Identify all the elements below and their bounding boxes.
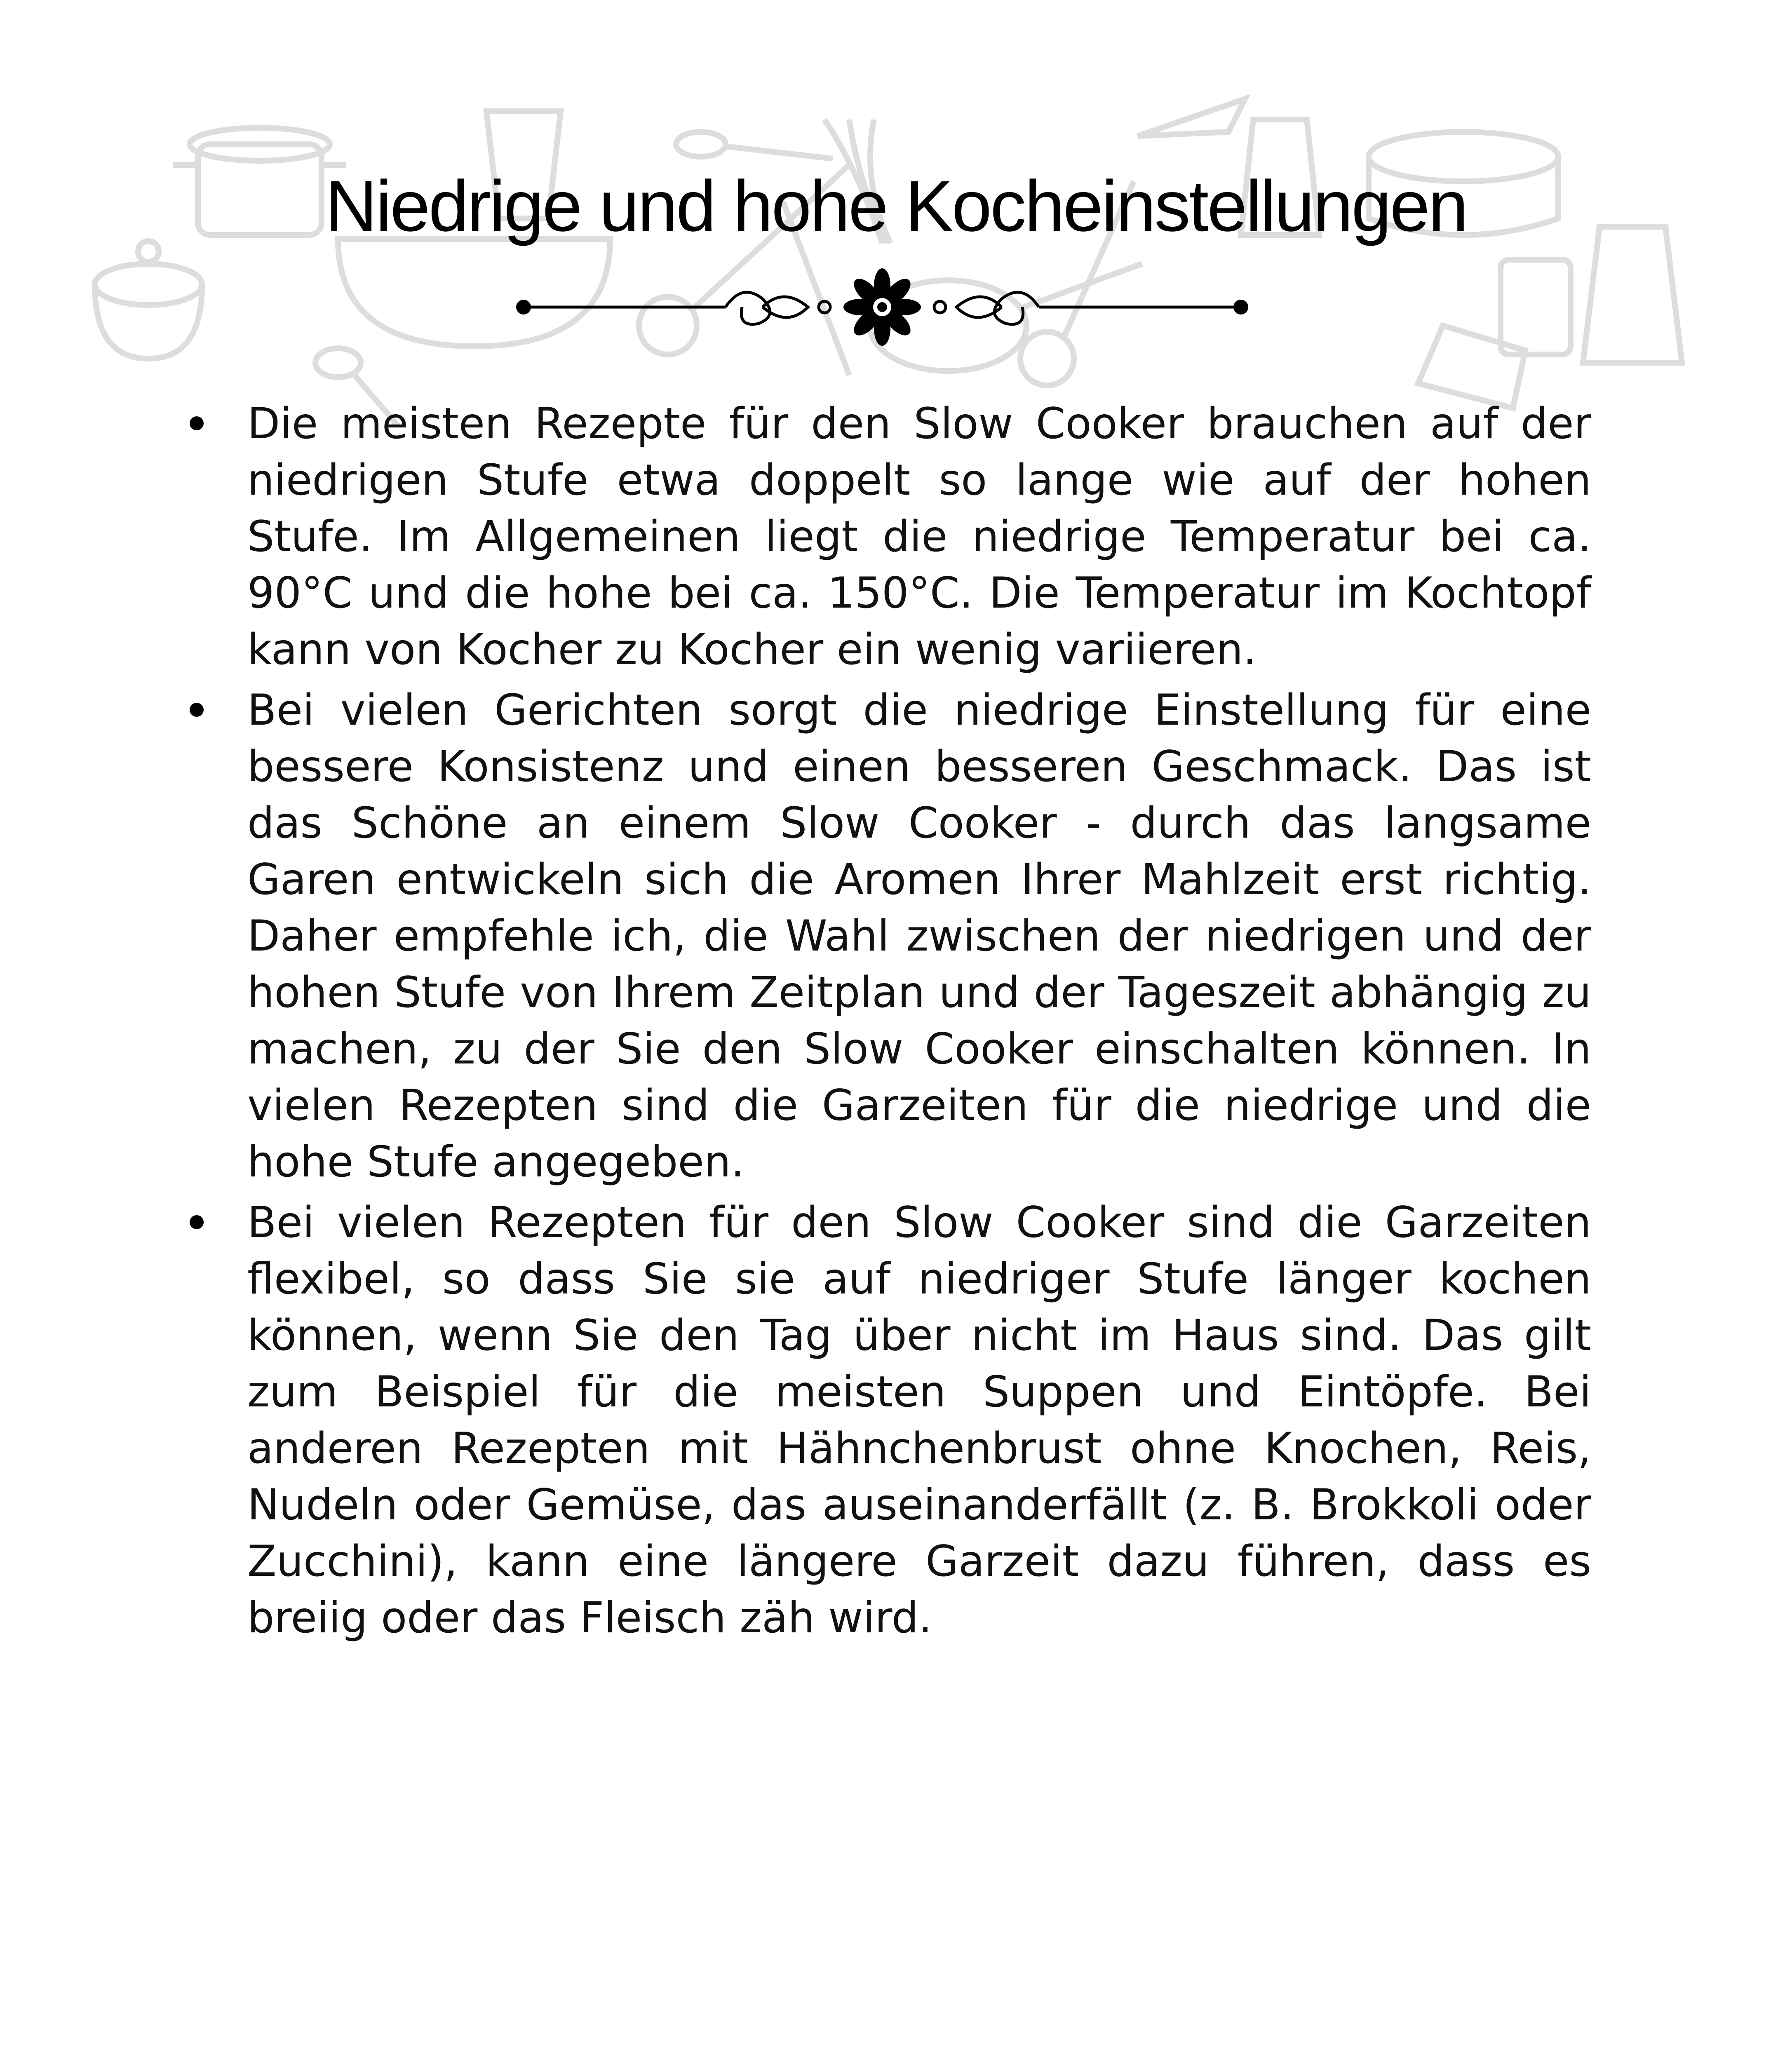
page-title: Niedrige und hohe Kocheinstellungen — [325, 166, 1467, 246]
list-item-text: Die meisten Rezepte für den Slow Cooker brauchen auf der niedrigen Stufe etwa doppelt so lange wie auf der hohen Stufe. Im Allgemeinen liegt die niedrige Temperatur bei ca. 90°C und die hohe bei ca. 150°C. Die Temperatur im Kochtopf kann von Kocher zu Kocher ein wenig variieren. — [247, 399, 1591, 674]
list-item — [181, 396, 1591, 678]
bullet-icon — [190, 703, 204, 717]
bullet-icon — [190, 416, 204, 430]
main-content — [181, 396, 1591, 1650]
list-item — [181, 682, 1591, 1190]
bullet-icon — [190, 1215, 204, 1229]
flower-ornament-icon — [843, 268, 921, 346]
list-item-text: Bei vielen Gerichten sorgt die niedrige Einstellung für eine bessere Konsistenz und einen besseren Geschmack. Das ist das Schöne an einem Slow Cooker - durch das langsame Garen entwickeln sich die Aromen Ihrer Mahlzeit erst richtig. Daher empfehle ich, die Wahl zwischen der niedrigen und der hohen Stufe von Ihrem Zeitplan und der Tageszeit abhängig zu machen, zu der Sie den Slow Cooker einschalten können. In vielen Rezepten sind die Garzeiten für die niedrige und die hohe Stufe angegeben. — [247, 685, 1591, 1187]
bullet-list — [181, 396, 1591, 1646]
scroll-flourish-left-icon — [726, 292, 830, 324]
divider-line-left — [516, 300, 726, 315]
title-divider — [511, 268, 1253, 346]
list-item-text: Bei vielen Rezepten für den Slow Cooker sind die Garzeiten flexibel, so dass Sie sie auf niedriger Stufe länger kochen können, wenn Sie den Tag über nicht im Haus sind. Das gilt zum Beispiel für die meisten Suppen und Eintöpfe. Bei anderen Rezepten mit Hähnchenbrust ohne Knochen, Reis, Nudeln oder Gemüse, das auseinanderfällt (z. B. Brokkoli oder Zucchini), kann eine längere Garzeit dazu führen, dass es breiig oder das Fleisch zäh wird. — [247, 1198, 1591, 1643]
list-item — [181, 1195, 1591, 1646]
kitchen-utensils-pattern-top-icon — [0, 95, 1792, 425]
divider-line-right — [1039, 300, 1248, 315]
scroll-flourish-right-icon — [934, 292, 1039, 324]
